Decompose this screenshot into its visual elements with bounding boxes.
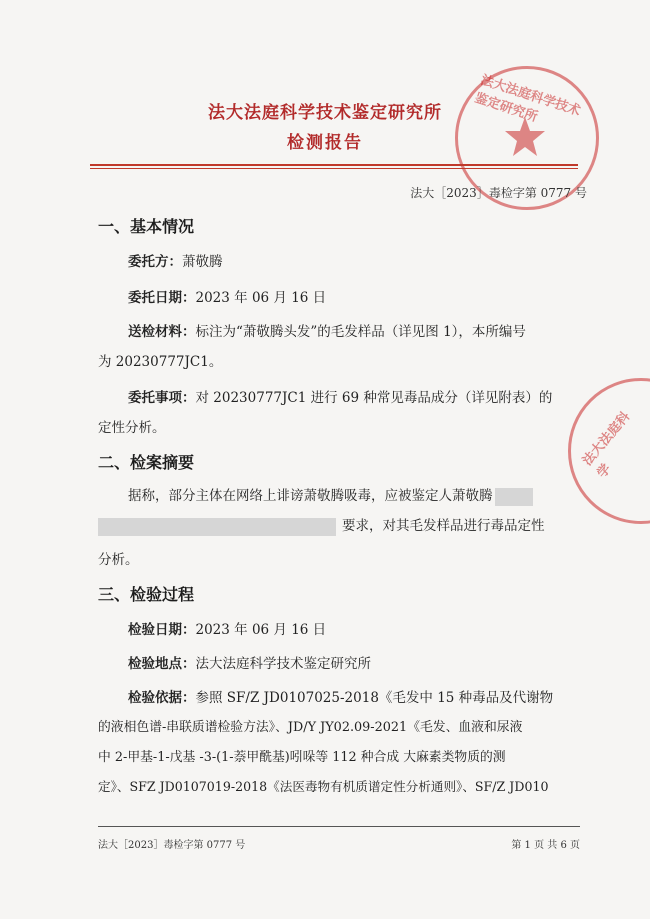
entrust-date-label: 委托日期： <box>128 290 196 306</box>
test-place-label: 检验地点： <box>128 656 196 672</box>
footer-doc-number: 法大［2023］毒检字第 0777 号 <box>98 840 246 851</box>
section1-heading: 一、基本情况 <box>98 217 195 236</box>
section3-heading: 三、检验过程 <box>98 585 195 604</box>
entrust-date-row <box>128 286 326 306</box>
basis-label: 检验依据： <box>128 690 196 706</box>
client-label: 委托方： <box>128 254 182 270</box>
client-value: 萧敬腾 <box>182 254 223 270</box>
redaction-block <box>495 488 533 506</box>
org-title: 法大法庭科学技术鉴定研究所 <box>208 103 442 123</box>
section2-heading: 二、检案摘要 <box>98 453 195 472</box>
matter-line1: 对 20230777JC1 进行 69 种常见毒品成分（详见附表）的 <box>195 390 553 406</box>
material-line2: 为 20230777JC1。 <box>98 354 223 370</box>
seal-side-text: 法大法庭科学 <box>580 409 634 482</box>
basis-line1: 参照 SF/Z JD0107025-2018《毛发中 15 种毒品及代谢物 <box>195 690 554 706</box>
header-divider-thin <box>90 168 578 169</box>
header-divider <box>90 164 578 166</box>
test-place-value: 法大法庭科学技术鉴定研究所 <box>195 656 371 672</box>
summary-text1: 据称，部分主体在网络上诽谤萧敬腾吸毒，应被鉴定人萧敬腾 <box>128 488 493 504</box>
document-number: 法大［2023］毒检字第 0777 号 <box>410 186 587 200</box>
test-date-label: 检验日期： <box>128 622 196 638</box>
client-row <box>128 250 223 270</box>
material-line1: 标注为“萧敬腾头发”的毛发样品（详见图 1），本所编号 <box>195 324 526 340</box>
summary-text2: 要求，对其毛发样品进行毒品定性 <box>342 518 545 534</box>
basis-row <box>128 686 553 706</box>
basis-line3: 中 2-甲基-1-戊基 -3-(1-萘甲酰基)吲哚等 112 种合成 大麻素类物质的测 <box>98 750 506 765</box>
material-row <box>128 320 526 340</box>
material-label: 送检材料： <box>128 324 196 340</box>
matter-row <box>128 386 552 406</box>
summary-line1 <box>128 484 533 506</box>
basis-line4: 定》、SFZ JD0107019-2018《法医毒物有机质谱定性分析通则》、SF/Z JD010 <box>98 779 549 794</box>
basis-line2: 的液相色谱-串联质谱检验方法》、JD/Y JY02.09-2021《毛发、血液和尿液 <box>98 720 523 735</box>
test-date-value: 2023 年 06 月 16 日 <box>195 622 327 638</box>
test-date-row <box>128 618 326 638</box>
summary-line3: 分析。 <box>98 552 139 568</box>
report-title: 检测报告 <box>287 133 363 153</box>
matter-label: 委托事项： <box>128 390 196 406</box>
test-place-row <box>128 652 371 672</box>
seal-top-text: 法大法庭科学技术鉴定研究所 <box>472 72 583 126</box>
official-seal-side <box>568 378 650 524</box>
matter-line2: 定性分析。 <box>98 420 166 436</box>
redaction-block <box>98 518 336 536</box>
footer-divider <box>98 826 580 827</box>
entrust-date-value: 2023 年 06 月 16 日 <box>195 290 327 306</box>
summary-line2 <box>98 514 545 536</box>
footer-page-number: 第 1 页 共 6 页 <box>511 840 580 851</box>
